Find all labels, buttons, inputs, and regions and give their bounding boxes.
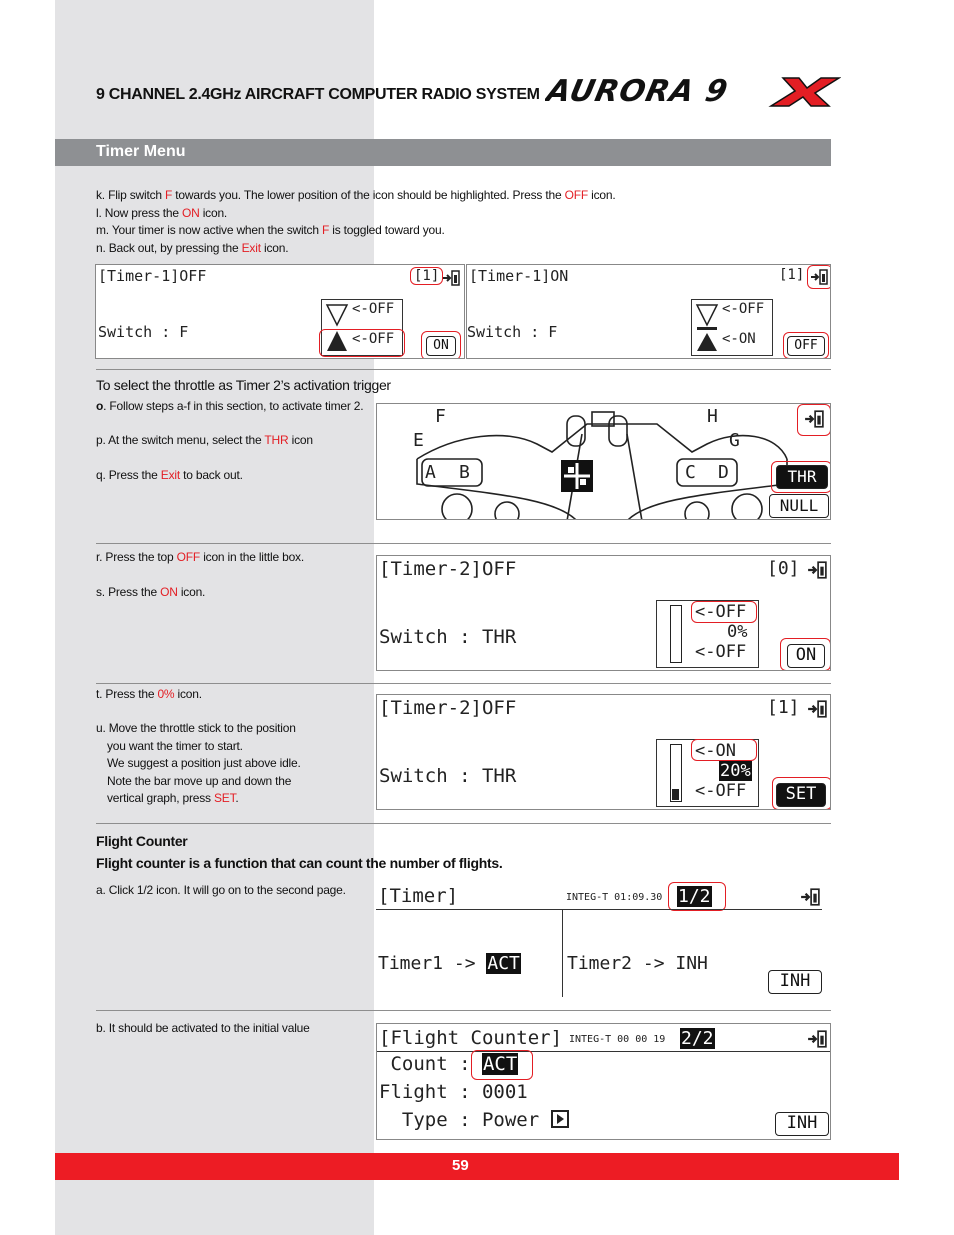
throttle-bar (670, 605, 682, 663)
top-on-label[interactable]: <-ON (695, 741, 736, 761)
step-n: n. Back out, by pressing the Exit icon. (96, 240, 289, 255)
switch-h[interactable]: H (707, 406, 718, 427)
on-button[interactable]: ON (787, 644, 825, 668)
switch-line: Switch : F (98, 323, 189, 341)
set-button[interactable]: SET (776, 783, 826, 807)
step-o: o. Follow steps a-f in this section, to activate timer 2. (96, 399, 364, 413)
timer1-act[interactable]: ACT (487, 953, 520, 974)
timer2-block: Timer2 -> INH (567, 953, 708, 974)
integ-timer: INTEG-T 01:09.30 (566, 892, 663, 903)
thr-button[interactable]: THR (776, 465, 828, 489)
step-b: b. It should be activated to the initial value (96, 1021, 310, 1035)
count-act[interactable]: ACT (482, 1053, 518, 1075)
flight-counter-screen (376, 1023, 831, 1140)
page-number: 59 (452, 1157, 469, 1174)
highlight-lower (319, 329, 405, 357)
exit-icon[interactable] (797, 404, 831, 436)
switch-c[interactable]: C (685, 462, 696, 483)
percent-label[interactable]: 0% (727, 622, 748, 642)
type-line: Type : Power (379, 1109, 569, 1131)
step-a: a. Click 1/2 icon. It will go on to the second page. (96, 883, 346, 897)
divider (96, 683, 831, 684)
flight-heading: Flight Counter (96, 833, 188, 849)
section-bar (55, 139, 831, 166)
count-line: Count : ACT (379, 1053, 518, 1075)
screen-title: [Timer-2]OFF (379, 558, 517, 580)
type-select-icon[interactable] (551, 1110, 569, 1128)
switch-line: Switch : THR (379, 626, 517, 648)
null-button[interactable]: NULL (769, 494, 829, 518)
timer-counter[interactable]: [1] (779, 267, 805, 283)
section-title: Timer Menu (96, 143, 186, 160)
screen-divider (377, 1051, 831, 1052)
screen-title: [Flight Counter] (379, 1027, 563, 1049)
timer1-on-screen (466, 264, 831, 359)
aurora-logo (545, 74, 841, 108)
flight-subheading: Flight counter is a function that can count the number of flights. (96, 855, 503, 871)
flight-line: Flight : 0001 (379, 1081, 528, 1103)
svg-text:AURORA 9: AURORA 9 (545, 74, 732, 108)
exit-icon[interactable] (807, 265, 831, 289)
screen-title: [Timer-1]ON (469, 267, 569, 285)
exit-icon[interactable] (807, 560, 827, 585)
highlight-on (780, 638, 831, 671)
step-u: u. Move the throttle stick to the position you want the timer to start. We suggest a position just above idle. Note the bar move up and down the vertical graph, press SET. (96, 721, 301, 805)
divider (96, 1010, 831, 1011)
divider (96, 543, 831, 544)
exit-icon[interactable] (442, 269, 460, 292)
highlight-top-on (691, 739, 757, 761)
step-p: p. At the switch menu, select the THR icon (96, 433, 313, 447)
divider (96, 369, 831, 370)
screen-title: [Timer] (378, 885, 459, 907)
highlight-thr (771, 461, 831, 493)
timer-overview-screen (376, 882, 831, 998)
on-button[interactable]: ON (426, 336, 456, 356)
step-s: s. Press the ON icon. (96, 585, 206, 599)
exit-icon[interactable] (807, 699, 827, 724)
footer-bar (55, 1153, 899, 1180)
inh-button[interactable]: INH (775, 1112, 829, 1136)
off-label-top[interactable]: <-OFF (352, 301, 395, 317)
off-label-top[interactable]: <-OFF (722, 301, 765, 317)
step-m: m. Your timer is now active when the switch F is toggled toward you. (96, 223, 445, 237)
switch-select-screen (376, 403, 831, 520)
integ-timer: INTEG-T 00 00 19 (569, 1034, 666, 1045)
step-k: k. Flip switch F towards you. The lower position of the icon should be highlighted. Press the OFF icon. (96, 188, 616, 202)
highlight-top-off (691, 601, 757, 623)
throttle-heading: To select the throttle as Timer 2’s activation trigger (96, 377, 391, 393)
switch-position-box (691, 299, 773, 356)
step-r: r. Press the top OFF icon in the little box. (96, 550, 304, 564)
highlight-off (783, 332, 829, 359)
top-off-label[interactable]: <-OFF (695, 602, 747, 622)
highlight-set (772, 777, 831, 810)
switch-line: Switch : F (467, 323, 558, 341)
header-title: 9 CHANNEL 2.4GHz AIRCRAFT COMPUTER RADIO SYSTEM (96, 86, 540, 103)
inh-button[interactable]: INH (768, 970, 822, 994)
switch-line: Switch : THR (379, 765, 517, 787)
off-label-bottom[interactable]: <-OFF (352, 331, 395, 347)
timer2-set-screen (376, 694, 831, 810)
percent-label[interactable]: 20% (720, 761, 751, 781)
step-t: t. Press the 0% icon. (96, 687, 202, 701)
highlight-page (668, 882, 726, 911)
timer1-block: Timer1 -> ACT (378, 953, 520, 974)
screen-divider (562, 909, 563, 997)
page-indicator[interactable]: 1/2 (678, 886, 711, 907)
timer-counter[interactable]: [1] (410, 267, 443, 285)
divider (96, 823, 831, 824)
timer1-off-screen (95, 264, 465, 359)
background-band (55, 0, 374, 1235)
bottom-off-label[interactable]: <-OFF (695, 781, 747, 801)
screen-title: [Timer-1]OFF (98, 267, 207, 285)
highlight-on (421, 331, 461, 359)
highlight-act (471, 1050, 533, 1080)
screen-divider (376, 909, 822, 910)
throttle-bar-fill (672, 789, 679, 800)
switch-g[interactable]: G (729, 430, 740, 451)
switch-d[interactable]: D (718, 462, 729, 483)
switch-a[interactable]: A (425, 462, 436, 483)
timer-counter[interactable]: [1] (767, 697, 800, 718)
switch-b[interactable]: B (459, 462, 470, 483)
timer2-thr-screen (376, 555, 831, 671)
switch-e[interactable]: E (413, 430, 424, 451)
page-indicator[interactable]: 2/2 (681, 1028, 714, 1049)
trim-center-icon[interactable] (560, 459, 594, 498)
bottom-off-label[interactable]: <-OFF (695, 642, 747, 662)
on-label-bottom[interactable]: <-ON (722, 331, 756, 347)
off-button[interactable]: OFF (787, 336, 825, 356)
timer-counter[interactable]: [0] (767, 558, 800, 579)
step-q: q. Press the Exit to back out. (96, 468, 243, 482)
step-l: l. Now press the ON icon. (96, 205, 228, 220)
screen-title: [Timer-2]OFF (379, 697, 517, 719)
steps-k-n (96, 187, 746, 257)
switch-f[interactable]: F (435, 406, 446, 427)
throttle-bar (670, 744, 682, 802)
